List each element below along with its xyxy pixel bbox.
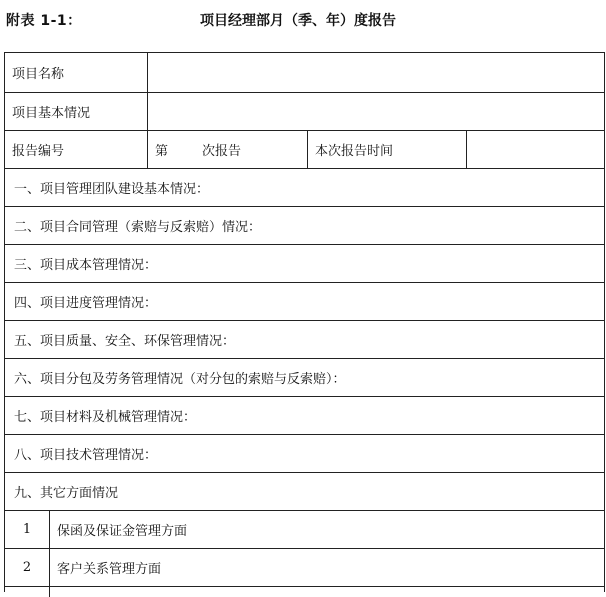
report-sequence-field[interactable] bbox=[148, 131, 308, 168]
section-heading: 三、项目成本管理情况： bbox=[14, 258, 158, 273]
sub-item-row-2 bbox=[5, 549, 604, 587]
section-heading: 六、项目分包及劳务管理情况（对分包的索赔与反索赔）： bbox=[14, 372, 346, 387]
sub-item-number bbox=[5, 587, 50, 597]
section-row-5 bbox=[5, 321, 604, 359]
appendix-label: 附表 1-1： bbox=[6, 13, 82, 29]
sub-item-row-1 bbox=[5, 511, 604, 549]
sub-item-number: 1 bbox=[5, 511, 50, 548]
report-form bbox=[4, 52, 605, 592]
project-info-field[interactable] bbox=[148, 93, 604, 130]
sub-item-number: 2 bbox=[5, 549, 50, 586]
report-number-label: 报告编号 bbox=[5, 131, 148, 168]
page-title: 项目经理部月（季、年）度报告 bbox=[200, 13, 396, 29]
sub-item-text bbox=[50, 587, 604, 597]
section-heading: 二、项目合同管理（索赔与反索赔）情况： bbox=[14, 220, 262, 235]
section-row-1 bbox=[5, 169, 604, 207]
section-heading: 八、项目技术管理情况： bbox=[14, 448, 158, 463]
section-row-8 bbox=[5, 435, 604, 473]
section-heading: 一、项目管理团队建设基本情况： bbox=[14, 182, 210, 197]
report-time-field[interactable] bbox=[467, 131, 604, 168]
row-project-info bbox=[5, 93, 604, 131]
section-row-7 bbox=[5, 397, 604, 435]
report-time-label: 本次报告时间 bbox=[308, 131, 467, 168]
row-project-name bbox=[5, 53, 604, 93]
section-row-2 bbox=[5, 207, 604, 245]
section-heading: 五、项目质量、安全、环保管理情况： bbox=[14, 334, 236, 349]
section-heading: 四、项目进度管理情况： bbox=[14, 296, 158, 311]
report-seq-suffix: 次报告 bbox=[202, 144, 242, 159]
project-info-label: 项目基本情况 bbox=[5, 93, 148, 130]
project-name-field[interactable] bbox=[148, 53, 604, 92]
project-name-label: 项目名称 bbox=[5, 53, 148, 92]
row-report-number bbox=[5, 131, 604, 169]
sub-item-row-3-partial bbox=[5, 587, 604, 597]
section-row-6 bbox=[5, 359, 604, 397]
section-row-9 bbox=[5, 473, 604, 511]
report-seq-prefix: 第 bbox=[155, 144, 169, 159]
section-heading: 九、其它方面情况 bbox=[14, 486, 119, 501]
sub-item-text: 保函及保证金管理方面 bbox=[57, 524, 188, 539]
sub-item-text: 客户关系管理方面 bbox=[57, 562, 162, 577]
section-row-4 bbox=[5, 283, 604, 321]
section-heading: 七、项目材料及机械管理情况： bbox=[14, 410, 197, 425]
section-row-3 bbox=[5, 245, 604, 283]
